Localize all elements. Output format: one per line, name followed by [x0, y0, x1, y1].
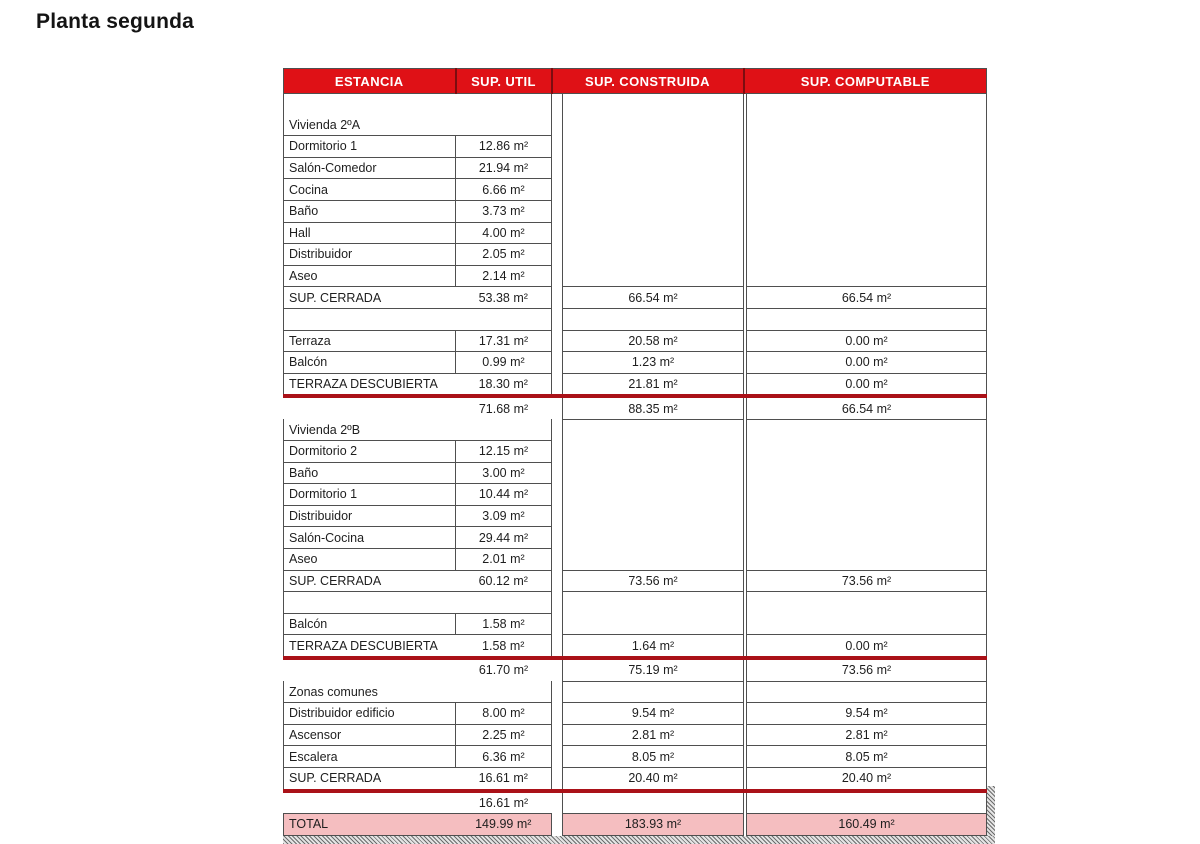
column-gap — [552, 136, 563, 158]
column-gap — [552, 462, 563, 484]
estancia-cell: Dormitorio 2 — [284, 441, 456, 463]
column-gap — [552, 681, 563, 703]
table-row — [284, 396, 987, 419]
estancia-cell: Salón-Cocina — [284, 527, 456, 549]
table-shadow-right — [987, 786, 995, 836]
column-gap — [552, 200, 563, 222]
column-gap — [552, 592, 563, 614]
sup-construida-cell: 2.81 m² — [563, 724, 744, 746]
left-spacer-cell — [284, 308, 552, 330]
column-gap — [744, 265, 747, 287]
sup-util-cell: 17.31 m² — [456, 330, 552, 352]
column-gap — [552, 791, 563, 814]
column-gap — [552, 396, 563, 419]
table-row — [284, 308, 987, 330]
column-gap — [552, 613, 563, 635]
sup-util-cell: 71.68 m² — [478, 401, 529, 416]
table-row — [284, 767, 987, 790]
column-gap — [744, 462, 747, 484]
sup-construida-cell: 1.64 m² — [563, 635, 744, 658]
estancia-cell: Baño — [284, 200, 456, 222]
column-gap — [552, 94, 563, 115]
estancia-cell: Distribuidor edificio — [284, 703, 456, 725]
sup-computable-cell: 8.05 m² — [747, 746, 987, 768]
sup-util-cell: 2.14 m² — [456, 265, 552, 287]
sup-computable-cell — [747, 308, 987, 330]
column-gap — [744, 527, 747, 549]
header-sup-computable: SUP. COMPUTABLE — [744, 69, 987, 94]
sup-computable-cell: 20.40 m² — [747, 767, 987, 790]
column-gap — [552, 505, 563, 527]
estancia-cell: SUP. CERRADA — [284, 287, 456, 309]
column-gap — [552, 352, 563, 374]
column-gap — [552, 441, 563, 463]
area-table — [283, 68, 987, 836]
sup-util-cell: 61.70 m² — [478, 663, 529, 678]
table-row — [284, 658, 987, 681]
section-label-cell: Vivienda 2ºB — [284, 419, 552, 440]
sup-computable-cell — [747, 681, 987, 703]
sup-util-cell: 16.61 m² — [456, 767, 552, 790]
sup-construida-cell: 66.54 m² — [563, 287, 744, 309]
area-table-body — [284, 94, 987, 836]
column-gap — [744, 200, 747, 222]
table-row — [284, 373, 987, 396]
estancia-cell: SUP. CERRADA — [284, 767, 456, 790]
estancia-cell: Distribuidor — [284, 244, 456, 266]
sup-computable-cell: 2.81 m² — [747, 724, 987, 746]
column-gap — [744, 484, 747, 506]
table-row — [284, 814, 987, 836]
table-row — [284, 330, 987, 352]
sup-construida-merged-cell — [563, 94, 744, 287]
sup-util-cell: 3.00 m² — [456, 462, 552, 484]
sup-util-cell: 18.30 m² — [456, 373, 552, 396]
sup-util-cell: 3.73 m² — [456, 200, 552, 222]
estancia-cell — [284, 791, 456, 814]
sup-construida-merged-cell — [563, 419, 744, 570]
left-spacer-cell — [284, 592, 552, 614]
column-gap — [744, 222, 747, 244]
column-gap — [552, 373, 563, 396]
sup-construida-cell: 88.35 m² — [563, 396, 744, 419]
sup-computable-cell: 0.00 m² — [747, 373, 987, 396]
table-row — [284, 352, 987, 374]
sup-util-cell: 4.00 m² — [456, 222, 552, 244]
estancia-cell: Aseo — [284, 548, 456, 570]
estancia-cell — [284, 396, 456, 419]
table-row — [284, 94, 987, 115]
sup-construida-cell: 21.81 m² — [563, 373, 744, 396]
estancia-cell: Balcón — [284, 352, 456, 374]
table-shadow-bottom — [283, 836, 995, 844]
estancia-cell: TERRAZA DESCUBIERTA — [284, 373, 456, 396]
column-gap — [744, 548, 747, 570]
column-gap — [552, 157, 563, 179]
sup-util-cell: 21.94 m² — [456, 157, 552, 179]
estancia-cell: Distribuidor — [284, 505, 456, 527]
column-gap — [552, 419, 563, 440]
sup-util-cell: 149.99 m² — [456, 814, 552, 836]
sup-util-cell: 29.44 m² — [456, 527, 552, 549]
estancia-cell: TERRAZA DESCUBIERTA — [284, 635, 456, 658]
sup-util-cell: 2.25 m² — [456, 724, 552, 746]
section-label-cell: Zonas comunes — [284, 681, 552, 703]
sup-util-cell: 0.99 m² — [456, 352, 552, 374]
sup-util-cell: 1.58 m² — [456, 613, 552, 635]
column-gap — [552, 658, 563, 681]
estancia-cell: Aseo — [284, 265, 456, 287]
column-gap — [552, 570, 563, 592]
sup-util-cell: 3.09 m² — [456, 505, 552, 527]
column-gap — [744, 244, 747, 266]
sup-computable-merged-cell — [747, 419, 987, 570]
column-gap — [744, 115, 747, 136]
column-gap — [552, 265, 563, 287]
column-gap — [552, 703, 563, 725]
sup-util-cell: 2.01 m² — [456, 548, 552, 570]
sup-computable-cell: 66.54 m² — [747, 287, 987, 309]
column-gap — [744, 441, 747, 463]
sup-util-cell: 6.36 m² — [456, 746, 552, 768]
table-row — [284, 419, 987, 440]
sup-computable-cell: 73.56 m² — [747, 658, 987, 681]
column-gap — [552, 330, 563, 352]
column-gap — [552, 287, 563, 309]
sup-util-cell: 10.44 m² — [456, 484, 552, 506]
area-table-wrap — [283, 68, 987, 836]
sup-construida-cell: 183.93 m² — [563, 814, 744, 836]
header-row — [284, 69, 987, 94]
column-gap — [552, 115, 563, 136]
column-gap — [744, 136, 747, 158]
sup-construida-cell: 20.40 m² — [563, 767, 744, 790]
table-row — [284, 287, 987, 309]
column-gap — [552, 635, 563, 658]
sup-construida-cell: 20.58 m² — [563, 330, 744, 352]
sup-construida-cell: 9.54 m² — [563, 703, 744, 725]
sup-construida-cell: 1.23 m² — [563, 352, 744, 374]
sup-computable-cell: 73.56 m² — [747, 570, 987, 592]
column-gap — [552, 527, 563, 549]
sup-computable-cell: 0.00 m² — [747, 352, 987, 374]
estancia-cell: SUP. CERRADA — [284, 570, 456, 592]
sup-construida-cell — [563, 308, 744, 330]
sup-util-cell: 12.15 m² — [456, 441, 552, 463]
table-row — [284, 791, 987, 814]
sup-util-cell: 12.86 m² — [456, 136, 552, 158]
estancia-cell: Baño — [284, 462, 456, 484]
column-gap — [552, 548, 563, 570]
column-gap — [744, 157, 747, 179]
table-row — [284, 681, 987, 703]
sup-construida-cell: 73.56 m² — [563, 570, 744, 592]
estancia-cell — [284, 658, 456, 681]
column-gap — [552, 746, 563, 768]
estancia-cell: TOTAL — [284, 814, 456, 836]
estancia-cell: Dormitorio 1 — [284, 484, 456, 506]
sup-computable-cell: 66.54 m² — [747, 396, 987, 419]
sup-construida-merged-cell — [563, 592, 744, 635]
column-gap — [552, 244, 563, 266]
sup-util-cell: 16.61 m² — [478, 795, 529, 810]
estancia-cell: Dormitorio 1 — [284, 136, 456, 158]
left-spacer-cell — [284, 94, 552, 115]
sup-computable-cell — [747, 791, 987, 814]
sup-util-cell: 2.05 m² — [456, 244, 552, 266]
column-gap — [744, 179, 747, 201]
sup-computable-merged-cell — [747, 94, 987, 287]
column-gap — [552, 484, 563, 506]
header-sup-construida: SUP. CONSTRUIDA — [552, 69, 744, 94]
column-gap — [552, 222, 563, 244]
sup-computable-cell: 9.54 m² — [747, 703, 987, 725]
table-row — [284, 724, 987, 746]
sup-construida-cell: 8.05 m² — [563, 746, 744, 768]
table-row — [284, 635, 987, 658]
header-sup-util: SUP. UTIL — [456, 69, 552, 94]
sup-construida-cell: 75.19 m² — [563, 658, 744, 681]
estancia-cell: Cocina — [284, 179, 456, 201]
sup-computable-cell: 0.00 m² — [747, 330, 987, 352]
estancia-cell: Hall — [284, 222, 456, 244]
column-gap — [552, 767, 563, 790]
estancia-cell: Terraza — [284, 330, 456, 352]
sup-construida-cell — [563, 791, 744, 814]
table-row — [284, 703, 987, 725]
table-row — [284, 592, 987, 614]
column-gap — [744, 505, 747, 527]
estancia-cell: Balcón — [284, 613, 456, 635]
estancia-cell: Ascensor — [284, 724, 456, 746]
sup-computable-cell: 160.49 m² — [747, 814, 987, 836]
sup-util-cell: 53.38 m² — [456, 287, 552, 309]
header-estancia: ESTANCIA — [284, 69, 456, 94]
column-gap — [552, 814, 563, 836]
section-label-cell: Vivienda 2ºA — [284, 115, 552, 136]
column-gap — [552, 724, 563, 746]
sup-construida-cell — [563, 681, 744, 703]
sup-util-cell: 1.58 m² — [456, 635, 552, 658]
column-gap — [552, 308, 563, 330]
sup-util-cell: 8.00 m² — [456, 703, 552, 725]
table-row — [284, 570, 987, 592]
sup-computable-merged-cell — [747, 592, 987, 635]
sup-util-cell: 6.66 m² — [456, 179, 552, 201]
column-gap — [744, 613, 747, 635]
sup-util-cell: 60.12 m² — [456, 570, 552, 592]
sup-computable-cell: 0.00 m² — [747, 635, 987, 658]
estancia-cell: Escalera — [284, 746, 456, 768]
table-row — [284, 746, 987, 768]
column-gap — [552, 179, 563, 201]
estancia-cell: Salón-Comedor — [284, 157, 456, 179]
page-title: Planta segunda — [36, 10, 195, 33]
